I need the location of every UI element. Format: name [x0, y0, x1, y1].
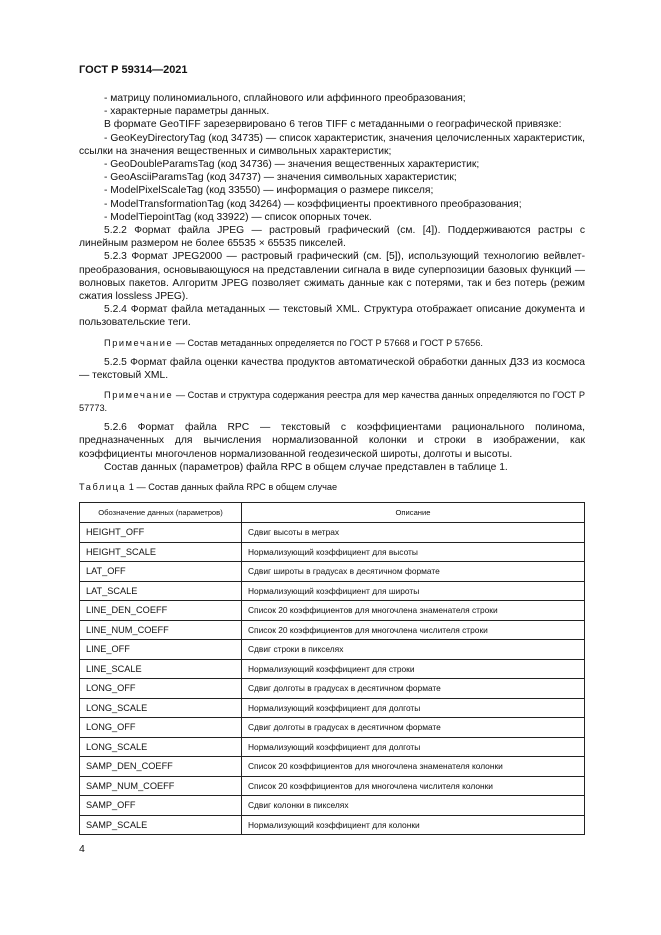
table-row	[80, 523, 585, 543]
note-label: Примечание	[104, 390, 174, 401]
table-row	[80, 679, 585, 699]
document-header: ГОСТ Р 59314—2021	[79, 64, 188, 76]
column-header-description: Описание	[242, 503, 585, 523]
section-5-2-6: 5.2.6 Формат файла RPC — текстовый с коэффициентами рационального полинома, предназначенных для вычисления нормализованной колонки и строки в изображении, как коэффициенты многочленов нормализованной геодезической широты, долготы и высоты.	[79, 422, 585, 460]
parameter-description: Сдвиг строки в пикселях	[242, 640, 585, 660]
text-line: - матрицу полиномиального, сплайнового или аффинного преобразования;	[104, 93, 466, 104]
parameter-description: Сдвиг долготы в градусах в десятичном формате	[242, 718, 585, 738]
table-row	[80, 601, 585, 621]
parameter-description: Нормализующий коэффициент для строки	[242, 659, 585, 679]
table-row	[80, 542, 585, 562]
parameter-description: Список 20 коэффициентов для многочлена знаменателя колонки	[242, 757, 585, 777]
caption-label: Таблица	[79, 482, 127, 492]
text-line: - GeoAsciiParamsTag (код 34737) — значения символьных характеристик;	[104, 172, 457, 184]
parameter-name: SAMP_SCALE	[80, 815, 242, 835]
parameter-description: Сдвиг колонки в пикселях	[242, 796, 585, 816]
page-number: 4	[79, 843, 85, 855]
parameter-description: Нормализующий коэффициент для долготы	[242, 698, 585, 718]
parameter-description: Нормализующий коэффициент для высоты	[242, 542, 585, 562]
note-1	[79, 337, 585, 349]
parameter-name: SAMP_NUM_COEFF	[80, 776, 242, 796]
section-5-2-3: 5.2.3 Формат JPEG2000 — растровый графический (см. [5]), использующий технологию вейвлет-преобразования, основывающуюся на представлении сигнала в виде суперпозиции базовых функций — волновых пакетов. Алгоритм JPEG позволяет сжимать данные как с потерями, так и без потерь (режим сжатия lossless JPEG).	[79, 251, 585, 303]
table-header-row	[80, 503, 585, 523]
section-5-2-4: 5.2.4 Формат файла метаданных — текстовый XML. Структура отображает описание документа и пользовательские теги.	[79, 304, 585, 329]
table-row	[80, 620, 585, 640]
note-2	[79, 389, 585, 414]
text-line: - ModelTransformationTag (код 34264) — коэффициенты проективного преобразования;	[104, 198, 522, 210]
note-text: — Состав метаданных определяется по ГОСТ Р 57668 и ГОСТ Р 57656.	[173, 337, 483, 348]
caption-text: 1 — Состав данных файла RPC в общем случае	[126, 482, 338, 492]
parameter-description: Список 20 коэффициентов для многочлена числителя колонки	[242, 776, 585, 796]
parameter-name: LAT_OFF	[80, 562, 242, 582]
parameter-description: Нормализующий коэффициент для широты	[242, 581, 585, 601]
text-line: В формате GeoTIFF зарезервировано 6 тегов TIFF с метаданными о географической привязке:	[104, 119, 562, 131]
parameter-description: Сдвиг высоты в метрах	[242, 523, 585, 543]
parameter-description: Нормализующий коэффициент для колонки	[242, 815, 585, 835]
text-line: - характерные параметры данных.	[104, 106, 270, 118]
parameter-description: Список 20 коэффициентов для многочлена числителя строки	[242, 620, 585, 640]
parameter-name: LONG_SCALE	[80, 737, 242, 757]
table-body	[80, 523, 585, 835]
parameter-name: LINE_DEN_COEFF	[80, 601, 242, 621]
table-row	[80, 640, 585, 660]
parameter-name: LONG_OFF	[80, 679, 242, 699]
table-row	[80, 796, 585, 816]
parameter-name: LONG_SCALE	[80, 698, 242, 718]
table-caption	[79, 482, 337, 492]
rpc-table	[79, 502, 585, 835]
parameter-name: LINE_NUM_COEFF	[80, 620, 242, 640]
body-text	[79, 92, 585, 474]
parameter-name: SAMP_OFF	[80, 796, 242, 816]
parameter-description: Нормализующий коэффициент для долготы	[242, 737, 585, 757]
column-header-designation: Обозначение данных (параметров)	[80, 503, 242, 523]
table-reference: Состав данных (параметров) файла RPC в общем случае представлен в таблице 1.	[104, 461, 508, 473]
table-row	[80, 698, 585, 718]
parameter-description: Сдвиг долготы в градусах в десятичном формате	[242, 679, 585, 699]
table-row	[80, 776, 585, 796]
parameter-name: LONG_OFF	[80, 718, 242, 738]
parameter-name: LINE_SCALE	[80, 659, 242, 679]
note-text: — Состав и структура содержания реестра для мер качества данных определяются по ГОСТ Р 57773.	[79, 390, 585, 413]
table-row	[80, 757, 585, 777]
table-row	[80, 581, 585, 601]
text-line: - GeoDoubleParamsTag (код 34736) — значения вещественных характеристик;	[104, 159, 480, 171]
text-line: - GeoKeyDirectoryTag (код 34735) — список характеристик, значения целочисленных характеристик, ссылки на значения вещественных и символьных характеристик;	[79, 132, 585, 157]
text-line: - ModelPixelScaleTag (код 33550) — информация о размере пикселя;	[104, 185, 434, 197]
table-row	[80, 815, 585, 835]
section-5-2-2: 5.2.2 Формат файла JPEG — растровый графический (см. [4]). Поддерживаются растры с линейным размером не более 65535 × 65535 пикселей.	[79, 225, 585, 250]
table-row	[80, 562, 585, 582]
parameter-description: Список 20 коэффициентов для многочлена знаменателя строки	[242, 601, 585, 621]
parameter-name: LINE_OFF	[80, 640, 242, 660]
table-row	[80, 718, 585, 738]
table-row	[80, 659, 585, 679]
parameter-name: SAMP_DEN_COEFF	[80, 757, 242, 777]
parameter-name: HEIGHT_SCALE	[80, 542, 242, 562]
table-row	[80, 737, 585, 757]
section-5-2-5: 5.2.5 Формат файла оценки качества продуктов автоматической обработки данных ДЗЗ из космоса — текстовый XML.	[79, 357, 585, 382]
parameter-description: Сдвиг широты в градусах в десятичном формате	[242, 562, 585, 582]
parameter-name: HEIGHT_OFF	[80, 523, 242, 543]
parameter-name: LAT_SCALE	[80, 581, 242, 601]
note-label: Примечание	[104, 337, 174, 348]
text-line: - ModelTiepointTag (код 33922) — список опорных точек.	[104, 211, 372, 223]
